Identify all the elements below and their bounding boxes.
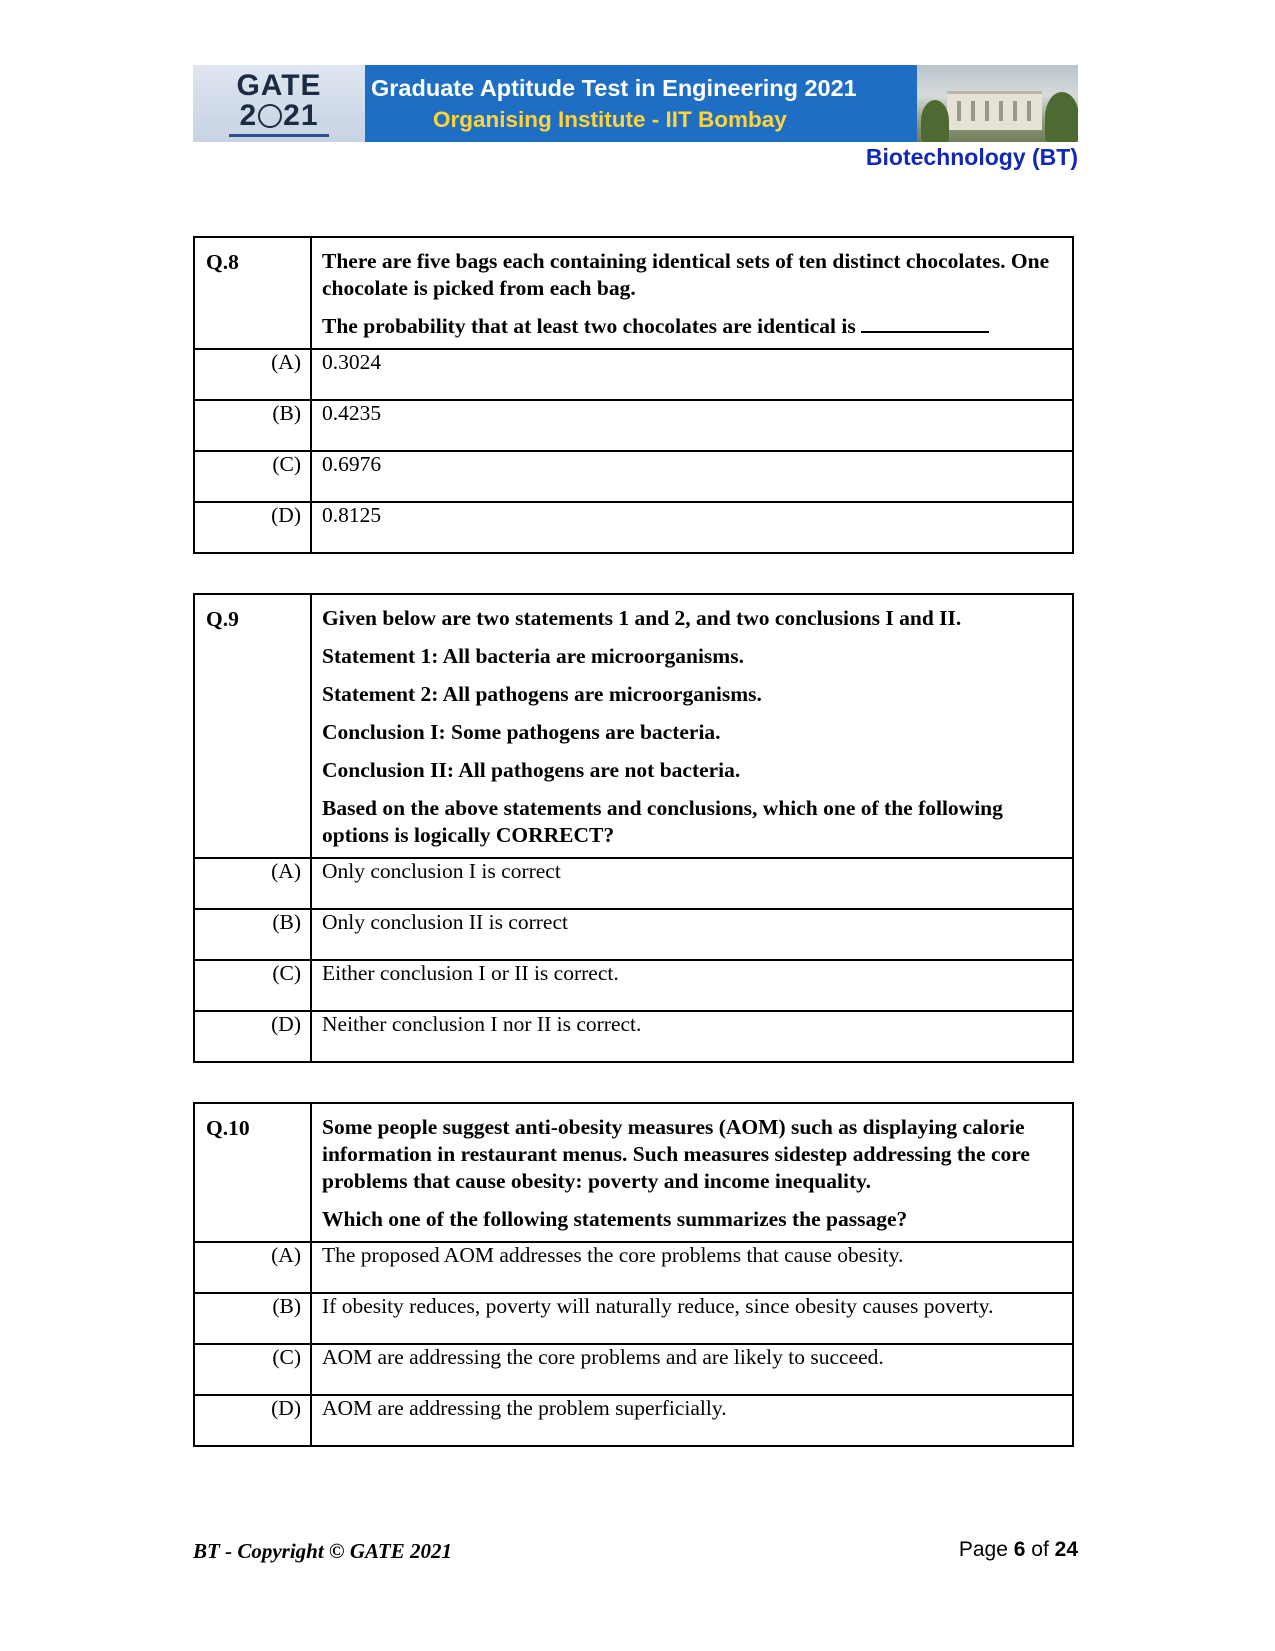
option-label: (C) bbox=[194, 1344, 311, 1395]
page-total: 24 bbox=[1054, 1538, 1078, 1561]
page-middle: of bbox=[1025, 1538, 1055, 1561]
question-number: Q.8 bbox=[194, 237, 311, 349]
logo-year-rest: 21 bbox=[283, 98, 319, 132]
option-label: (B) bbox=[194, 909, 311, 960]
question-paragraph: Based on the above statements and conclusions, which one of the following options is logically CORRECT? bbox=[322, 796, 1003, 847]
question-text bbox=[311, 594, 1073, 858]
option-text: AOM are addressing the problem superficially. bbox=[311, 1395, 1073, 1446]
option-text: If obesity reduces, poverty will naturally reduce, since obesity causes poverty. bbox=[311, 1293, 1073, 1344]
header-banner bbox=[193, 65, 1078, 142]
option-row bbox=[194, 1242, 1073, 1293]
option-row bbox=[194, 858, 1073, 909]
option-label: (D) bbox=[194, 1011, 311, 1062]
option-text: 0.8125 bbox=[311, 502, 1073, 553]
option-label: (C) bbox=[194, 451, 311, 502]
question-text bbox=[311, 1103, 1073, 1242]
page-number bbox=[959, 1538, 1078, 1562]
exam-title: Graduate Aptitude Test in Engineering 2021 bbox=[371, 74, 857, 101]
question-number: Q.10 bbox=[194, 1103, 311, 1242]
tree-image bbox=[1045, 92, 1078, 142]
option-text: The proposed AOM addresses the core problems that cause obesity. bbox=[311, 1242, 1073, 1293]
question-paragraph bbox=[322, 313, 1062, 340]
question-paragraph: Statement 1: All bacteria are microorganisms. bbox=[322, 644, 744, 668]
footer-copyright: BT - Copyright © GATE 2021 bbox=[193, 1539, 452, 1563]
building-image bbox=[947, 91, 1042, 130]
logo-text: GATE bbox=[236, 68, 322, 102]
banner-title bbox=[365, 65, 917, 142]
option-row bbox=[194, 502, 1073, 553]
option-row bbox=[194, 349, 1073, 400]
option-label: (A) bbox=[194, 1242, 311, 1293]
question-table bbox=[193, 1102, 1074, 1447]
logo-year-first: 2 bbox=[239, 98, 258, 132]
question-table bbox=[193, 593, 1074, 1063]
question-paragraph: There are five bags each containing identical sets of ten distinct chocolates. One chocolate is picked from each bag. bbox=[322, 249, 1050, 300]
question-number: Q.9 bbox=[194, 594, 311, 858]
question-paragraph: Given below are two statements 1 and 2, and two conclusions I and II. bbox=[322, 606, 962, 630]
option-label: (D) bbox=[194, 502, 311, 553]
question-text bbox=[311, 237, 1073, 349]
option-row bbox=[194, 909, 1073, 960]
organising-institute: Organising Institute - IIT Bombay bbox=[433, 106, 787, 132]
option-text: AOM are addressing the core problems and are likely to succeed. bbox=[311, 1344, 1073, 1395]
subject-title: Biotechnology (BT) bbox=[865, 144, 1078, 170]
question-prompt: The probability that at least two chocolates are identical is bbox=[322, 314, 856, 338]
option-text: Only conclusion II is correct bbox=[311, 909, 1073, 960]
option-text: 0.6976 bbox=[311, 451, 1073, 502]
option-text: Only conclusion I is correct bbox=[311, 858, 1073, 909]
option-label: (A) bbox=[194, 349, 311, 400]
option-label: (B) bbox=[194, 400, 311, 451]
option-label: (C) bbox=[194, 960, 311, 1011]
option-text: Neither conclusion I nor II is correct. bbox=[311, 1011, 1073, 1062]
question-paragraph: Conclusion I: Some pathogens are bacteria. bbox=[322, 720, 721, 744]
campus-photo bbox=[917, 65, 1078, 142]
option-label: (B) bbox=[194, 1293, 311, 1344]
gate-logo bbox=[193, 65, 365, 142]
option-text: 0.3024 bbox=[311, 349, 1073, 400]
logo-year bbox=[239, 98, 319, 132]
page-prefix: Page bbox=[958, 1538, 1014, 1561]
option-row bbox=[194, 400, 1073, 451]
option-row bbox=[194, 960, 1073, 1011]
question-paragraph: Conclusion II: All pathogens are not bacteria. bbox=[322, 758, 741, 782]
option-row bbox=[194, 1011, 1073, 1062]
tree-image bbox=[921, 100, 949, 142]
logo-strip bbox=[229, 134, 329, 137]
answer-blank bbox=[861, 313, 989, 333]
option-text: Either conclusion I or II is correct. bbox=[311, 960, 1073, 1011]
option-text: 0.4235 bbox=[311, 400, 1073, 451]
question-paragraph: Statement 2: All pathogens are microorganisms. bbox=[322, 682, 762, 706]
question-paragraph: Some people suggest anti-obesity measures (AOM) such as displaying calorie information in restaurant menus. Such measures sidestep addressing the core problems that cause obesity: poverty and income inequality. bbox=[322, 1115, 1030, 1193]
option-row bbox=[194, 1395, 1073, 1446]
option-row bbox=[194, 451, 1073, 502]
emblem-icon bbox=[258, 104, 282, 128]
option-label: (D) bbox=[194, 1395, 311, 1446]
question-table bbox=[193, 236, 1074, 554]
option-row bbox=[194, 1293, 1073, 1344]
option-row bbox=[194, 1344, 1073, 1395]
option-label: (A) bbox=[194, 858, 311, 909]
page-current: 6 bbox=[1013, 1538, 1026, 1561]
question-paragraph: Which one of the following statements summarizes the passage? bbox=[322, 1207, 908, 1231]
